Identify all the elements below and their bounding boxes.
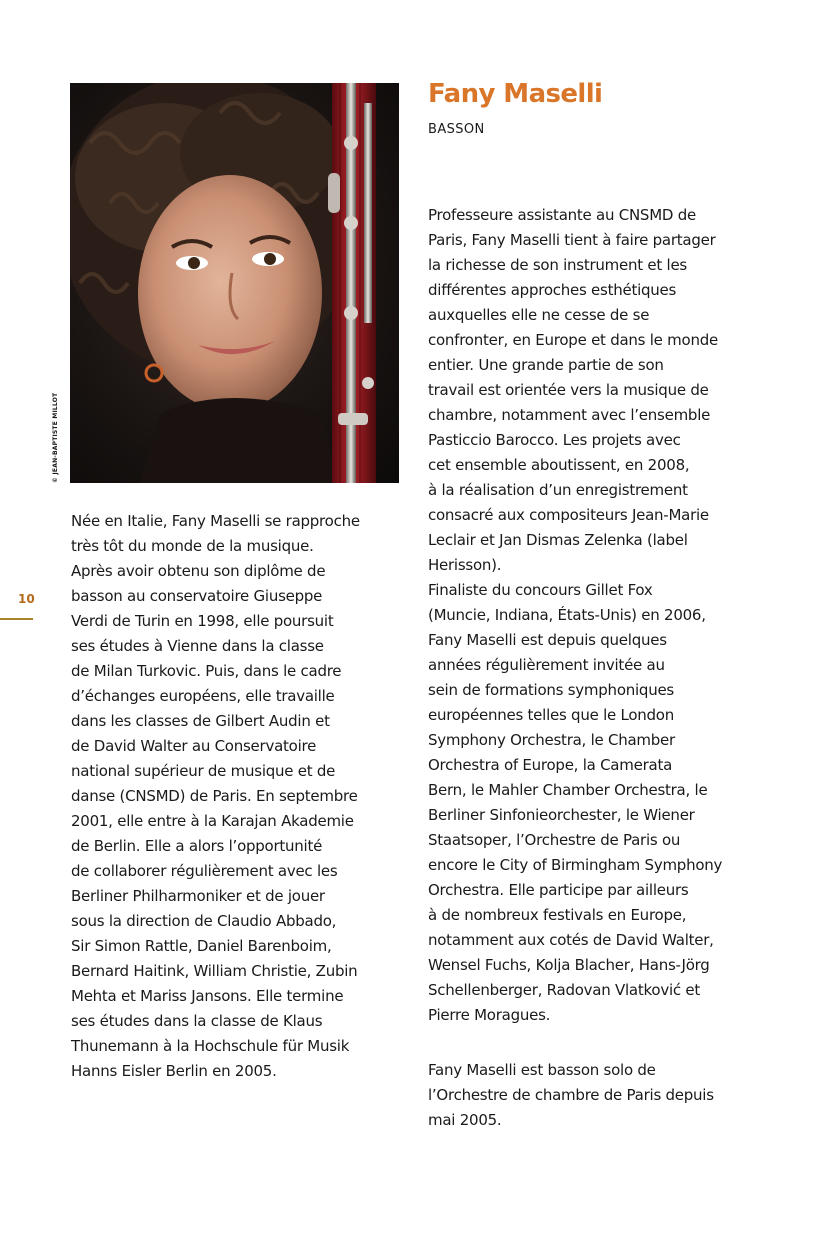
page-number: 10 [18,592,35,606]
text-line: Fany Maselli est depuis quelques [428,631,667,649]
text-line: de collaborer régulièrement avec les [71,862,338,880]
biography-right-column [428,203,722,1028]
text-line: travail est orientée vers la musique de [428,381,709,399]
text-line: basson au conservatoire Giuseppe [71,587,323,605]
text-line: dans les classes de Gilbert Audin et [71,712,330,730]
artist-name: Fany Maselli [428,79,603,109]
text-line: Symphony Orchestra, le Chamber [428,731,675,749]
text-line: 2001, elle entre à la Karajan Akademie [71,812,354,830]
text-line: Pasticcio Barocco. Les projets avec [428,431,681,449]
biography-closing-paragraph [428,1058,714,1133]
text-line: Bernard Haitink, William Christie, Zubin [71,962,358,980]
text-line: (Muncie, Indiana, États-Unis) en 2006, [428,606,706,624]
text-line: la richesse de son instrument et les [428,256,687,274]
text-line: l’Orchestre de chambre de Paris depuis [428,1086,714,1104]
text-line: très tôt du monde de la musique. [71,537,314,555]
text-line: Verdi de Turin en 1998, elle poursuit [71,612,334,630]
text-line: Hanns Eisler Berlin en 2005. [71,1062,277,1080]
text-line: danse (CNSMD) de Paris. En septembre [71,787,358,805]
text-line: à de nombreux festivals en Europe, [428,906,687,924]
text-line: Orchestra of Europe, la Camerata [428,756,673,774]
text-line: à la réalisation d’un enregistrement [428,481,688,499]
artist-photo [70,83,399,483]
text-line: Finaliste du concours Gillet Fox [428,581,653,599]
page-number-rule [0,618,33,620]
text-line: Paris, Fany Maselli tient à faire partager [428,231,716,249]
text-line: Herisson). [428,556,502,574]
portrait-illustration [70,83,399,483]
text-line: Bern, le Mahler Chamber Orchestra, le [428,781,708,799]
text-line: ses études dans la classe de Klaus [71,1012,323,1030]
text-line: mai 2005. [428,1111,502,1129]
text-line: européennes telles que le London [428,706,674,724]
text-line: auxquelles elle ne cesse de se [428,306,650,324]
text-line: Berliner Sinfonieorchester, le Wiener [428,806,695,824]
text-line: Leclair et Jan Dismas Zelenka (label [428,531,688,549]
text-line: chambre, notamment avec l’ensemble [428,406,711,424]
text-line: Fany Maselli est basson solo de [428,1061,656,1079]
text-line: encore le City of Birmingham Symphony [428,856,723,874]
text-line: Après avoir obtenu son diplôme de [71,562,326,580]
text-line: de Berlin. Elle a alors l’opportunité [71,837,323,855]
text-line: Staatsoper, l’Orchestre de Paris ou [428,831,681,849]
text-line: national supérieur de musique et de [71,762,336,780]
text-line: Berliner Philharmoniker et de jouer [71,887,325,905]
text-line: notamment aux cotés de David Walter, [428,931,714,949]
biography-left-column [71,509,360,1084]
text-line: de Milan Turkovic. Puis, dans le cadre [71,662,342,680]
text-line: cet ensemble aboutissent, en 2008, [428,456,690,474]
text-line: Sir Simon Rattle, Daniel Barenboim, [71,937,332,955]
text-line: Née en Italie, Fany Maselli se rapproche [71,512,360,530]
text-line: consacré aux compositeurs Jean-Marie [428,506,709,524]
text-line: Professeure assistante au CNSMD de [428,206,696,224]
text-line: Thunemann à la Hochschule für Musik [71,1037,350,1055]
text-line: Orchestra. Elle participe par ailleurs [428,881,689,899]
text-line: Schellenberger, Radovan Vlatković et [428,981,701,999]
text-line: années régulièrement invitée au [428,656,665,674]
text-line: d’échanges européens, elle travaille [71,687,335,705]
text-line: Wensel Fuchs, Kolja Blacher, Hans-Jörg [428,956,710,974]
text-line: sein de formations symphoniques [428,681,674,699]
text-line: sous la direction de Claudio Abbado, [71,912,337,930]
text-line: de David Walter au Conservatoire [71,737,317,755]
text-line: confronter, en Europe et dans le monde [428,331,718,349]
text-line: Pierre Moragues. [428,1006,551,1024]
text-line: différentes approches esthétiques [428,281,677,299]
photo-credit: © JEAN-BAPTISTE MILLOT [52,392,59,483]
text-line: entier. Une grande partie de son [428,356,664,374]
artist-instrument: BASSON [428,122,485,137]
text-line: Mehta et Mariss Jansons. Elle termine [71,987,344,1005]
text-line: ses études à Vienne dans la classe [71,637,324,655]
